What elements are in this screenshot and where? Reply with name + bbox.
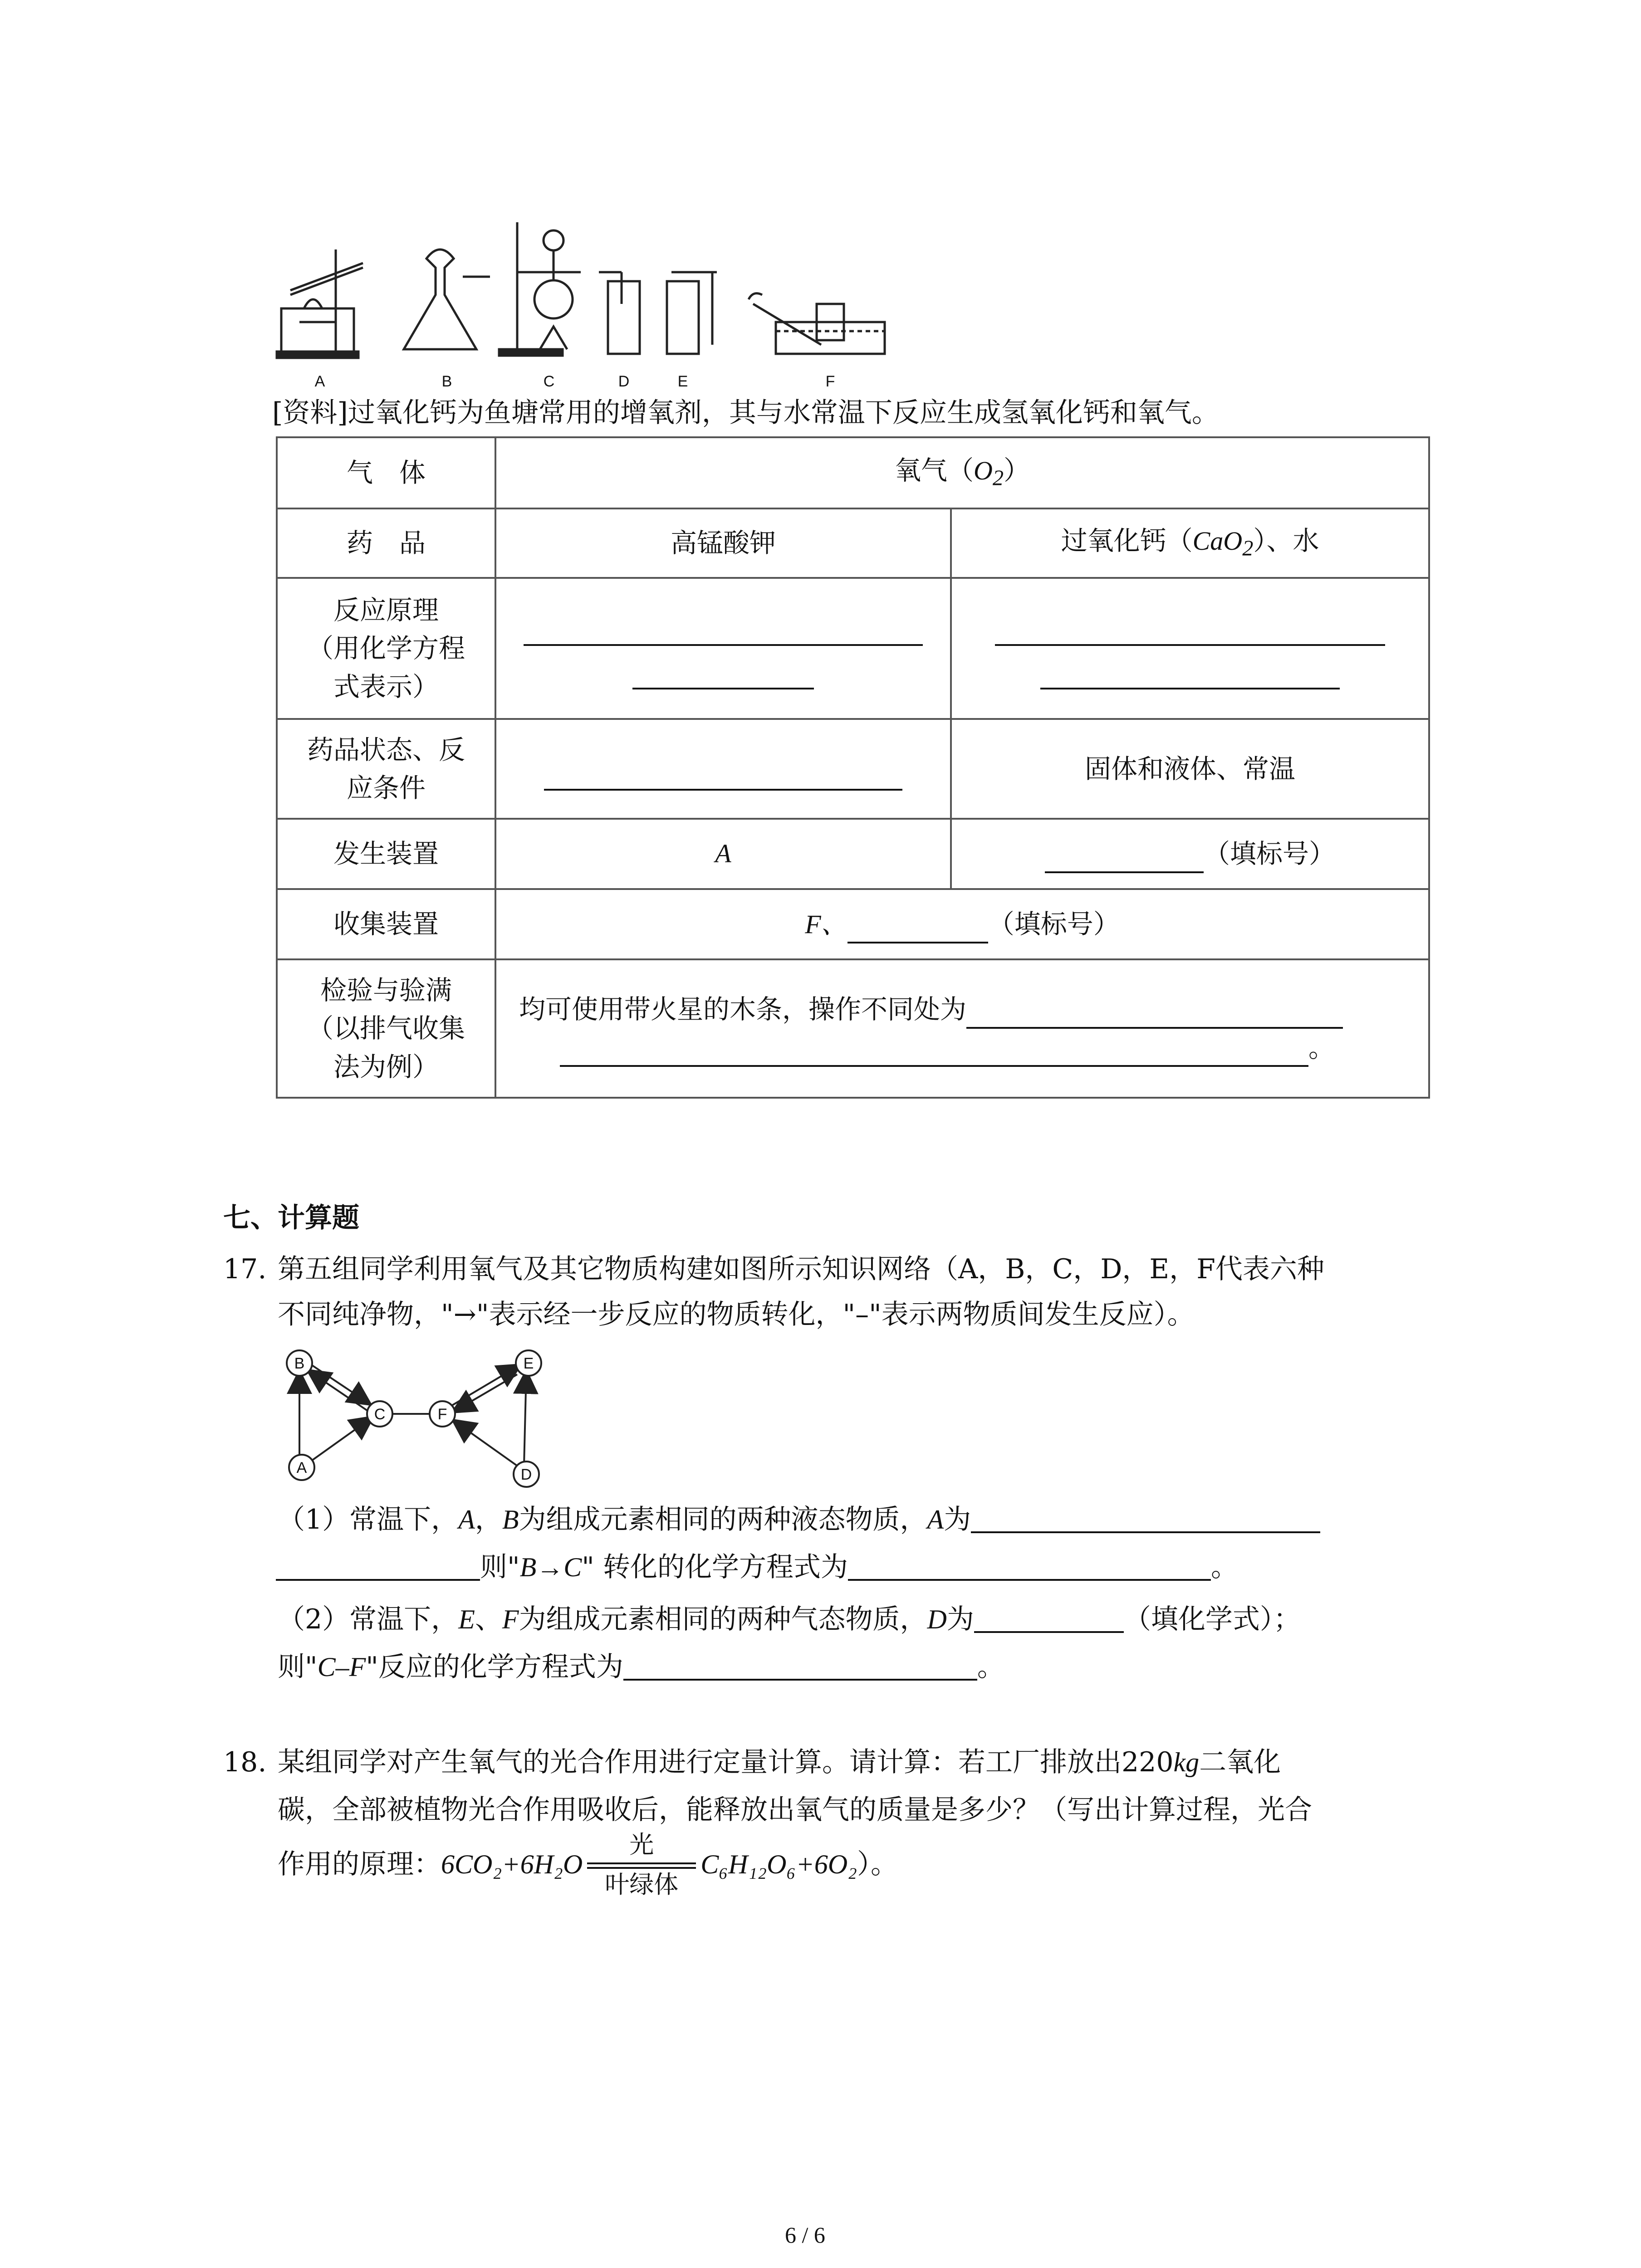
reagent-2: 过氧化钙（CaO$_2$）、水 <box>951 508 1429 578</box>
reagent-1: 高锰酸钾 <box>495 508 951 578</box>
q17-part1-line1: （1）常温下，A，B为组成元素相同的两种液态物质，A为 <box>278 1506 1320 1533</box>
q17-line2: 不同纯净物，"→"表示经一步反应的物质转化，"–"表示两物质间发生反应）。 <box>278 1299 1195 1330</box>
q17-cf-equation-blank[interactable] <box>623 1655 977 1681</box>
principle-label: 反应原理 （用化学方程 式表示） <box>277 578 495 719</box>
node-e-label: E <box>523 1355 534 1372</box>
q17-part1-line2: 则"B→C" 转化的化学方程式为 。 <box>276 1554 1238 1581</box>
condition-light: 光 <box>629 1830 654 1859</box>
oxygen-table <box>276 436 1430 1099</box>
photosynthesis-eq-left: 6CO₂+6H₂O <box>441 1849 583 1879</box>
apparatus-label-b: B <box>441 373 452 390</box>
apparatus-label-c: C <box>543 373 555 390</box>
q17-line1: 第五组同学利用氧气及其它物质构建如图所示知识网络（A，B，C，D，E，F代表六种 <box>278 1253 1324 1285</box>
gas-value: 氧气$(O_2)$ <box>495 437 1429 508</box>
collector-label: 收集装置 <box>277 889 495 959</box>
generator-2[interactable]: （填标号） <box>951 819 1429 889</box>
q17-number: 17. <box>223 1253 267 1285</box>
node-a-label: A <box>296 1459 307 1476</box>
node-f-label: F <box>437 1406 447 1423</box>
apparatus-figure <box>272 213 907 395</box>
apparatus-label-a: A <box>314 373 325 390</box>
state-2: 固体和液体、常温 <box>951 719 1429 819</box>
q18-line1: 某组同学对产生氧气的光合作用进行定量计算。请计算：若工厂排放出220kg二氧化 <box>278 1746 1281 1778</box>
q17-bc-equation-blank[interactable] <box>848 1555 1211 1581</box>
knowledge-network-diagram <box>272 1338 590 1492</box>
node-d-label: D <box>520 1466 532 1483</box>
q17-part2-line1: （2）常温下，E、F为组成元素相同的两种气态物质，D为 （填化学式）； <box>278 1603 1301 1635</box>
section-title: 七、计算题 <box>223 1202 359 1234</box>
principle-2-blank[interactable] <box>951 578 1429 719</box>
reaction-condition <box>583 1830 700 1899</box>
page-number: 6 / 6 <box>785 2222 825 2248</box>
node-b-label: B <box>294 1355 305 1372</box>
gas-label: 气 体 <box>277 437 495 508</box>
condition-chlorophyll: 叶绿体 <box>605 1870 679 1899</box>
reagent-label: 药 品 <box>277 508 495 578</box>
q17-a-blank[interactable] <box>971 1508 1320 1533</box>
photosynthesis-eq-right: C₆H₁₂O₆+6O₂ <box>700 1849 857 1879</box>
q17-d-blank[interactable] <box>974 1608 1124 1633</box>
generator-label: 发生装置 <box>277 819 495 889</box>
test-value[interactable]: 均可使用带火星的木条，操作不同处为 。 <box>495 959 1429 1098</box>
q17-a-blank-cont[interactable] <box>276 1555 480 1581</box>
q18-number: 18. <box>223 1746 267 1778</box>
state-label: 药品状态、反 应条件 <box>277 719 495 819</box>
principle-1-blank[interactable] <box>495 578 951 719</box>
collector-value[interactable]: F、 （填标号） <box>495 889 1429 959</box>
test-label: 检验与验满 （以排气收集 法为例） <box>277 959 495 1098</box>
state-1-blank[interactable] <box>495 719 951 819</box>
q18-line2: 碳，全部被植物光合作用吸收后，能释放出氧气的质量是多少？（写出计算过程，光合 <box>278 1794 1312 1826</box>
apparatus-label-e: E <box>677 373 688 390</box>
q18-line3: 作用的原理：6CO₂+6H₂O 光 叶绿体 C₆H₁₂O₆+6O₂）。 <box>278 1830 898 1899</box>
q17-part2-line2: 则"C–F"反应的化学方程式为 。 <box>278 1651 1004 1683</box>
apparatus-label-f: F <box>825 373 835 390</box>
note-text: [资料]过氧化钙为鱼塘常用的增氧剂，其与水常温下反应生成氢氧化钙和氧气。 <box>272 397 1219 429</box>
apparatus-label-d: D <box>618 373 630 390</box>
node-c-label: C <box>374 1406 386 1423</box>
generator-1: A <box>495 819 951 889</box>
